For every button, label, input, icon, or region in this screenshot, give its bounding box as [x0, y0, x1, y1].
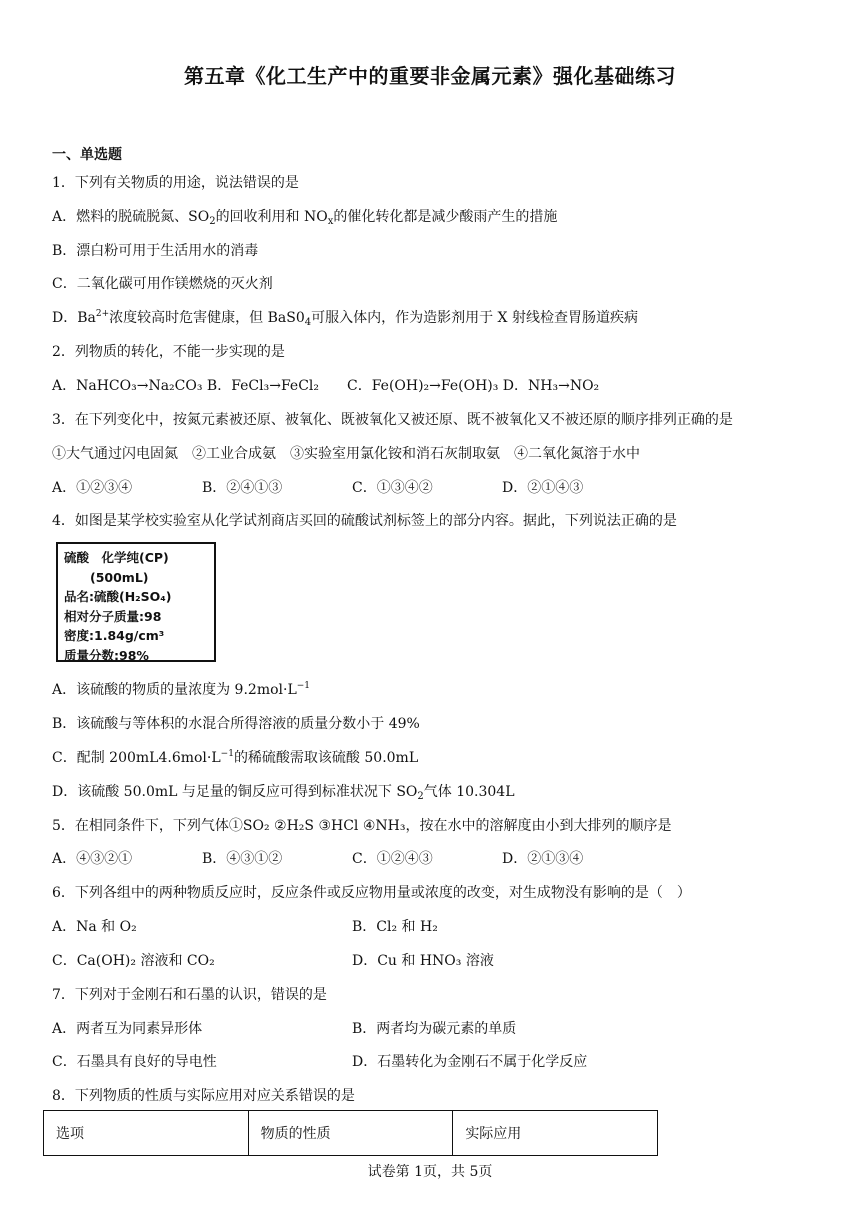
question-5-option-c: C．①②④③	[352, 851, 433, 867]
question-7-option-c: C．石墨具有良好的导电性	[52, 1054, 217, 1070]
question-1-option-d: D．$Ba^{2+}$浓度较高时危害健康，但 $BaS0_4$可服入体内，作为造影剂用于 X 射线检查胃肠道疾病	[52, 309, 638, 328]
section-heading: 一、单选题	[52, 147, 122, 163]
question-3-items: ①大气通过闪电固氮 ②工业合成氨 ③实验室用氯化铵和消石灰制取氨 ④二氧化氮溶于水中	[52, 446, 640, 462]
question-2-options: A．NaHCO₃→Na₂CO₃ B．FeCl₃→FeCl₂ C．Fe(OH)₂→Fe(OH)₃ D．NH₃→NO₂	[52, 378, 600, 394]
question-3-option-a: A．①②③④	[52, 480, 133, 496]
page-footer: 试卷第 1页，共 5页	[367, 1164, 493, 1180]
label-line-1: 硫酸 化学纯(CP)	[64, 550, 169, 565]
question-2-stem: 2．列物质的转化，不能一步实现的是	[52, 344, 285, 360]
label-line-5: 密度:1.84g/cm³	[64, 628, 165, 643]
question-8-table	[43, 1110, 658, 1156]
question-5-stem: 5．在相同条件下，下列气体①SO₂ ②H₂S ③HCl ④NH₃，按在水中的溶解度由小到大排列的顺序是	[52, 818, 672, 834]
question-7-option-b: B．两者均为碳元素的单质	[352, 1021, 517, 1037]
question-1-option-a: A．燃料的脱硫脱氮、$SO_2$的回收利用和 $NO_x$的催化转化都是减少酸雨产生的措施	[52, 209, 558, 227]
question-3-option-b: B．②④①③	[202, 480, 283, 496]
question-4-stem: 4．如图是某学校实验室从化学试剂商店买回的硫酸试剂标签上的部分内容。据此，下列说法正确的是	[52, 513, 677, 529]
question-6-option-c: C．Ca(OH)₂ 溶液和 CO₂	[52, 953, 215, 969]
question-6-option-b: B．Cl₂ 和 H₂	[352, 919, 438, 935]
question-4-option-a: A．该硫酸的物质的量浓度为 $9.2mol\cdot L^{-1}$	[52, 681, 311, 698]
label-line-6: 质量分数:98%	[64, 647, 149, 663]
question-1-option-b: B．漂白粉可用于生活用水的消毒	[52, 243, 259, 259]
question-4-option-d: D．该硫酸 50.0mL 与足量的铜反应可得到标准状况下 $SO_2$气体 10.304L	[52, 784, 515, 802]
question-7-option-d: D．石墨转化为金刚石不属于化学反应	[352, 1054, 588, 1070]
question-1-option-c: C．二氧化碳可用作镁燃烧的灭火剂	[52, 276, 273, 292]
table-header-cell: 物质的性质	[248, 1111, 453, 1156]
question-6-stem: 6．下列各组中的两种物质反应时，反应条件或反应物用量或浓度的改变，对生成物没有影响的是（ ）	[52, 885, 691, 901]
question-7-stem: 7．下列对于金刚石和石墨的认识，错误的是	[52, 987, 327, 1003]
question-3-option-c: C．①③④②	[352, 480, 433, 496]
question-3-stem: 3．在下列变化中，按氮元素被还原、被氧化、既被氧化又被还原、既不被氧化又不被还原的顺序排列正确的是	[52, 412, 733, 428]
label-line-2: (500mL)	[90, 569, 149, 585]
label-line-4: 相对分子质量:98	[64, 608, 162, 624]
question-4-option-c: C．配制 $200mL4.6mol\cdot L^{-1}$的稀硫酸需取该硫酸 50.0mL	[52, 749, 419, 766]
question-4-option-b: B．该硫酸与等体积的水混合所得溶液的质量分数小于 49%	[52, 716, 420, 732]
page-title: 第五章《化工生产中的重要非金属元素》强化基础练习	[184, 64, 676, 88]
question-5-option-a: A．④③②①	[52, 851, 133, 867]
question-6-option-d: D．Cu 和 HNO₃ 溶液	[352, 953, 494, 969]
question-7-option-a: A．两者互为同素异形体	[52, 1021, 203, 1037]
table-header-cell: 选项	[44, 1111, 249, 1156]
question-3-option-d: D．②①④③	[502, 480, 584, 496]
question-8-stem: 8．下列物质的性质与实际应用对应关系错误的是	[52, 1088, 355, 1104]
table-header-cell: 实际应用	[453, 1111, 658, 1156]
table-header-row	[44, 1111, 658, 1156]
question-6-option-a: A．Na 和 O₂	[52, 919, 137, 935]
label-line-3: 品名:硫酸(H₂SO₄)	[64, 589, 172, 604]
question-5-option-b: B．④③①②	[202, 851, 283, 867]
question-5-option-d: D．②①③④	[502, 851, 584, 867]
question-1-stem: 1．下列有关物质的用途，说法错误的是	[52, 175, 299, 191]
reagent-label-image	[56, 542, 216, 662]
